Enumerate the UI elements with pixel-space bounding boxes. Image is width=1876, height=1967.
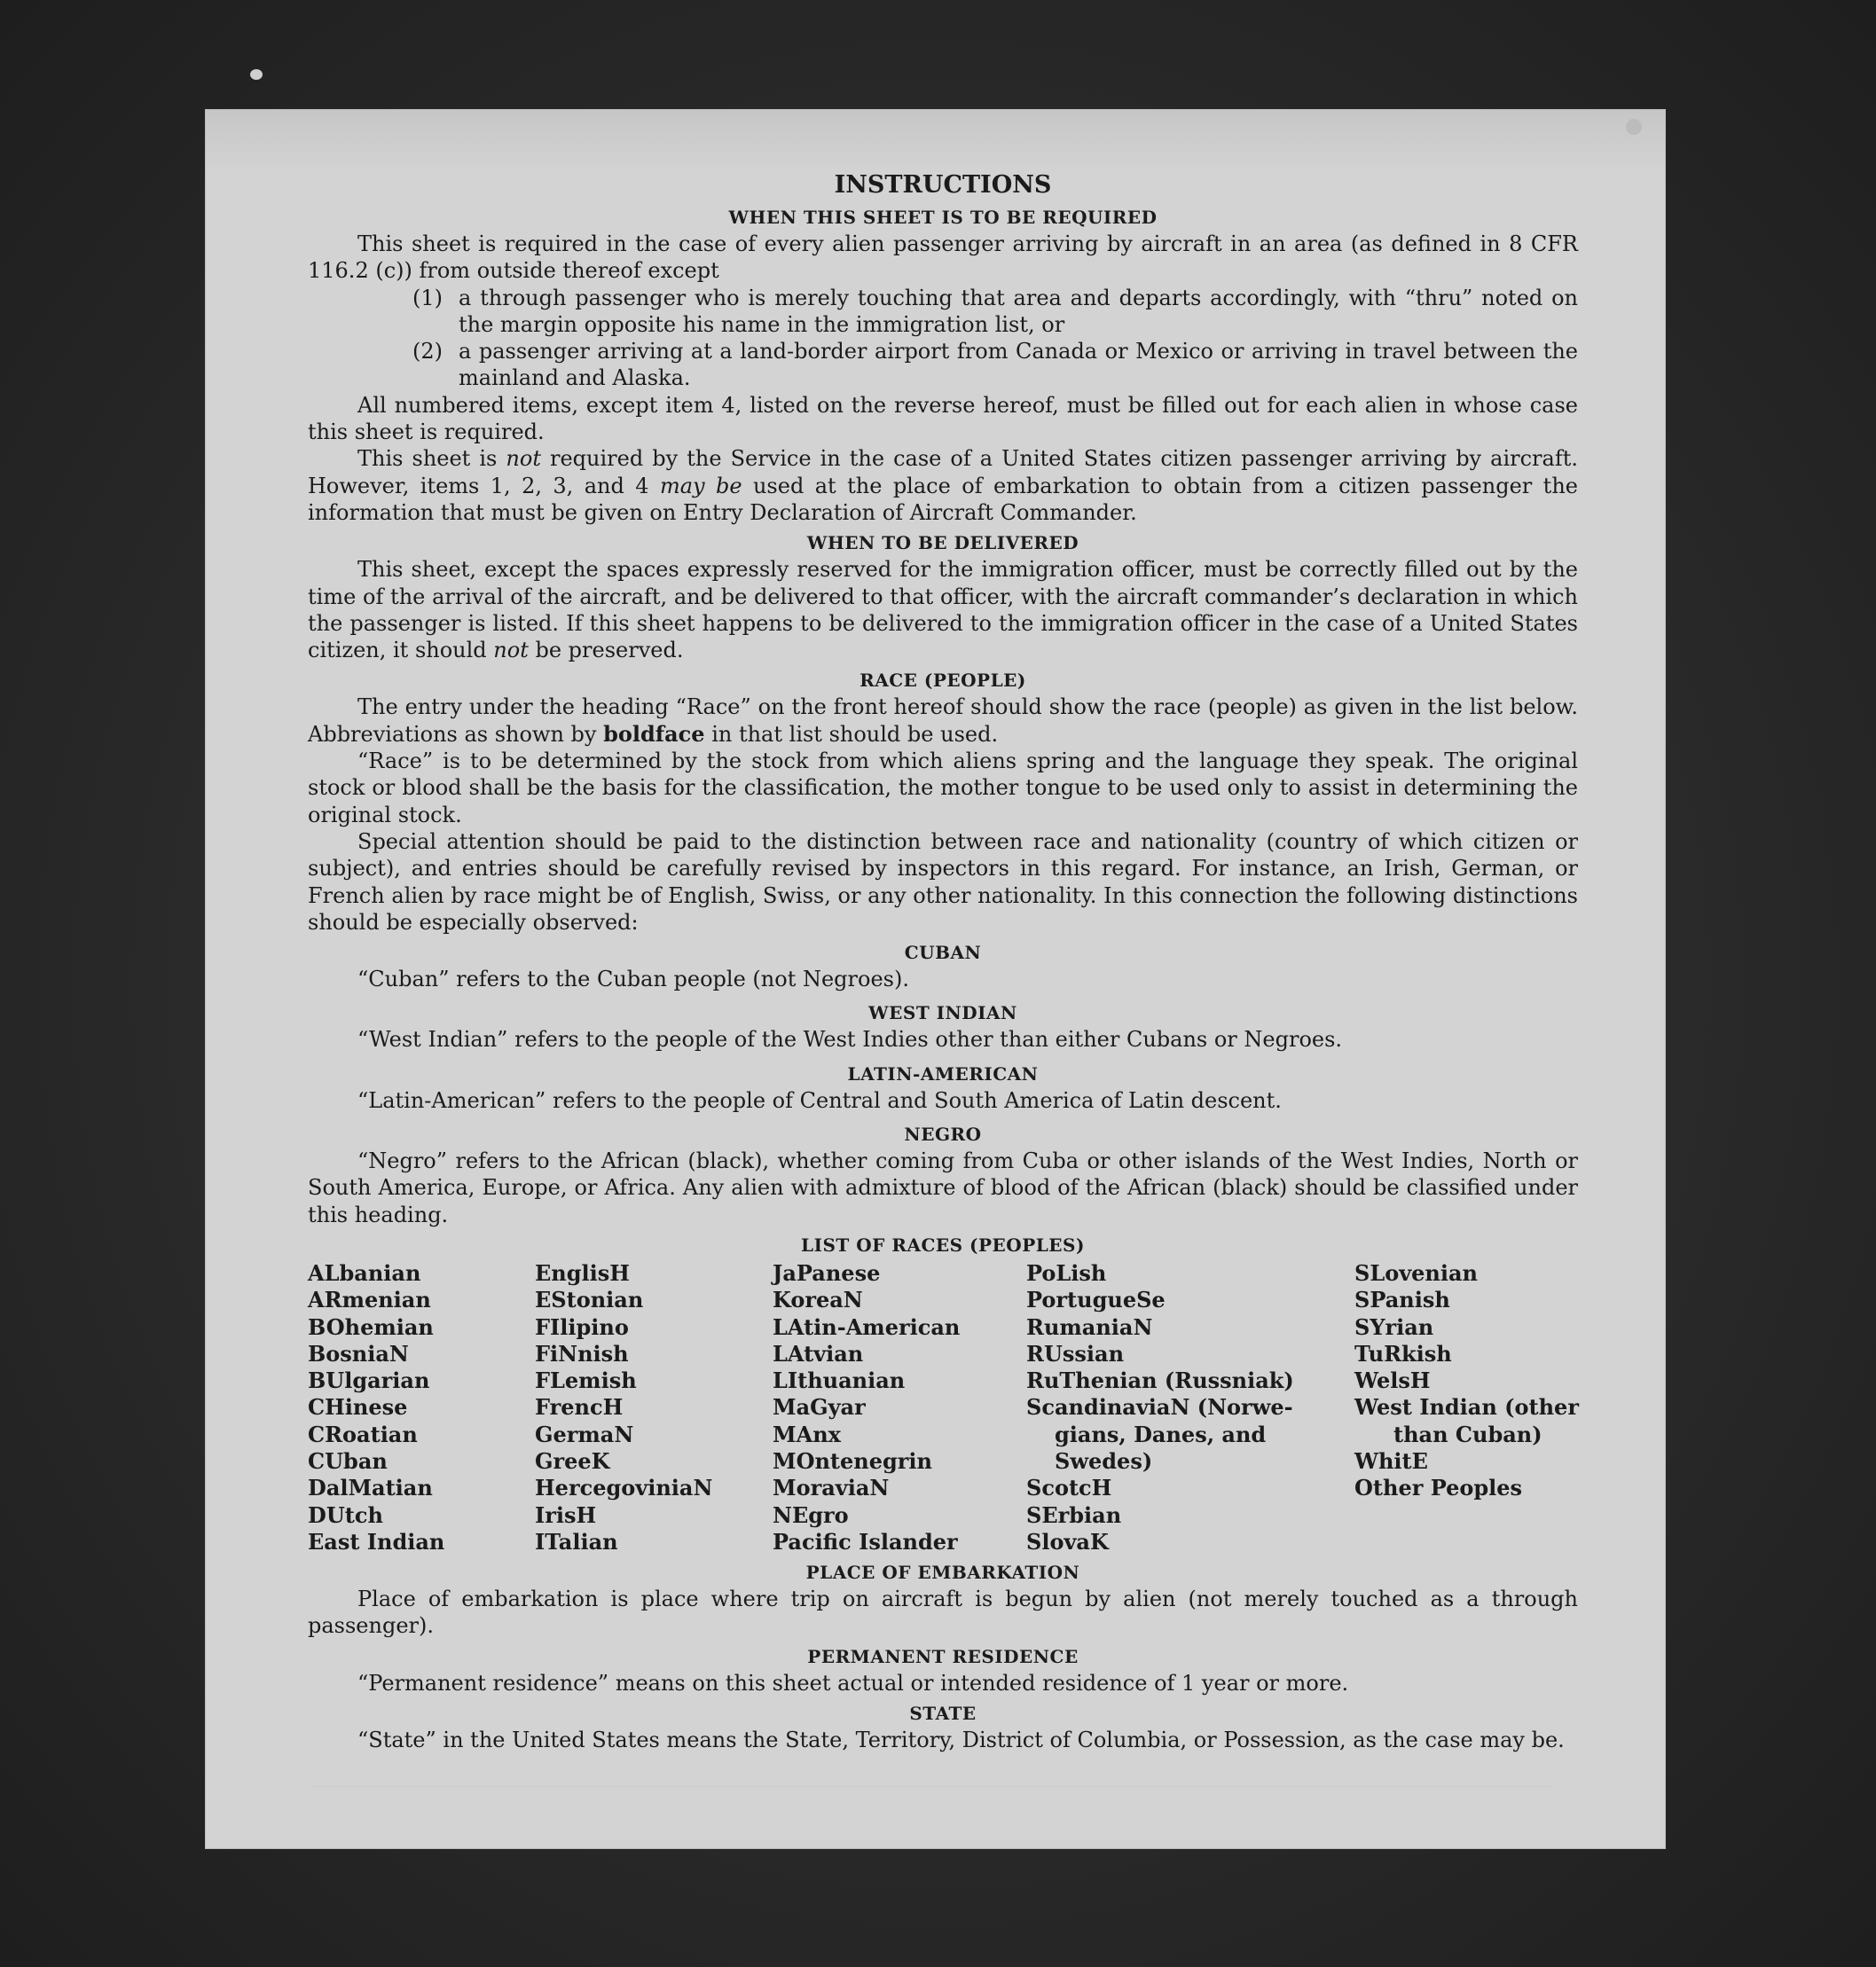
race-entry: JaPanese [773,1259,881,1286]
race-entry: MAnx [773,1421,841,1447]
heading-cuban: CUBAN [904,942,982,964]
race-entry: BOhemian [308,1313,434,1340]
race-entry: RUssian [1026,1340,1125,1367]
race-entry: CUban [308,1447,388,1474]
races-column-3 [773,1260,1026,1556]
latin-american-text: “Latin-American” refers to the people of Central and South America of Latin descent. [357,1087,1282,1113]
italic-run: not [506,446,541,472]
race-entry: MOntenegrin [773,1447,932,1474]
race-entry: LIthuanian [773,1367,906,1394]
races-table [308,1260,1578,1556]
exception-number: (1) [412,285,443,310]
race-entry-continuation: than Cuban) [1393,1421,1542,1447]
race-entry: SLovenian [1354,1259,1478,1286]
race-entry: RumaniaN [1026,1313,1153,1340]
cuban-text: “Cuban” refers to the Cuban people (not Negroes). [357,967,909,992]
race-paragraph-2: “Race” is to be determined by the stock from which aliens spring and the language they speak. The original stock or blood shall be the basis for the classification, the mother tongue to be used only to assist in determining the original stock. [308,748,1578,827]
race-entry: EStonian [535,1287,644,1313]
race-entry: BosniaN [308,1340,409,1367]
race-entry: ScandinaviaN (Norwe- [1026,1394,1293,1421]
races-column-1 [308,1260,535,1556]
race-entry: CRoatian [308,1421,418,1447]
race-entry: FLemish [535,1367,637,1394]
races-column-5 [1354,1260,1578,1556]
race-paragraph-1 [308,694,1578,748]
heading-list-of-races: LIST OF RACES (PEOPLES) [801,1234,1085,1256]
race-entry: TuRkish [1354,1340,1452,1367]
race-entry: WelsH [1354,1367,1431,1394]
text-run: be preserved. [528,638,684,663]
race-entry: ScotcH [1026,1475,1112,1501]
race-entry: DalMatian [308,1475,433,1501]
exception-text: a through passenger who is merely touching that area and departs accordingly, with “thru” noted on the margin opposite his name in the immigration list, or [459,285,1578,337]
faint-header-bleedthrough [206,110,1665,172]
required-paragraph-2: All numbered items, except item 4, listed on the reverse hereof, must be filled out for each alien in whose case this sheet is required. [308,392,1578,445]
race-entry: BUlgarian [308,1367,430,1394]
race-entry: GreeK [535,1447,610,1474]
races-column-2 [535,1260,773,1556]
race-entry: KoreaN [773,1287,863,1313]
race-entry: ALbanian [308,1259,421,1286]
race-entry: Pacific Islander [773,1528,958,1555]
heading-required: WHEN THIS SHEET IS TO BE REQUIRED [728,207,1158,228]
faint-footer-bleedthrough [312,1786,1554,1805]
exception-text: a passenger arriving at a land-border airport from Canada or Mexico or arriving in travel between the mainland and Alaska. [459,339,1578,391]
exception-item-1 [412,285,1578,339]
italic-run: not [493,638,529,663]
race-entry: MoraviaN [773,1475,890,1501]
race-entry: HercegoviniaN [535,1475,713,1501]
heading-permanent-residence: PERMANENT RESIDENCE [807,1645,1079,1667]
race-entry: LAtin-American [773,1313,961,1340]
heading-latin-american: LATIN-AMERICAN [847,1062,1039,1085]
race-entry: PortugueSe [1026,1287,1166,1313]
heading-race: RACE (PEOPLE) [860,670,1026,692]
race-entry: SYrian [1354,1313,1434,1340]
instructions-body [308,170,1578,1753]
heading-state: STATE [909,1703,977,1725]
race-entry: GermaN [535,1421,634,1447]
exception-number: (2) [412,339,443,364]
race-entry: SlovaK [1026,1528,1109,1555]
embarkation-text: Place of embarkation is place where trip on aircraft is begun by alien (not merely touched as a through passenger). [308,1587,1578,1639]
required-paragraph-3 [308,445,1578,526]
race-entry: NEgro [773,1501,849,1528]
text-run: used at the place of embarkation to obtain from a citizen passenger the information that must be given on Entry Declaration of Aircraft Commander. [308,473,1578,525]
race-entry: LAtvian [773,1340,864,1367]
race-entry: West Indian (other [1354,1394,1579,1421]
state-text: “State” in the United States means the State, Territory, District of Columbia, or Possession, as the case may be. [357,1728,1565,1753]
race-entry: SPanish [1354,1287,1450,1313]
italic-run: may be [659,473,742,498]
race-entry-continuation: Swedes) [1055,1447,1153,1474]
race-entry: RuThenian (Russniak) [1026,1367,1294,1394]
race-entry: PoLish [1026,1259,1107,1286]
text-run: required by the Service in the case of a United States citizen passenger arriving by aircraft. However, items 1, 2, 3, and 4 [308,446,1578,498]
race-entry: MaGyar [773,1394,866,1421]
race-entry: DUtch [308,1501,383,1528]
heading-negro: NEGRO [904,1124,982,1146]
delivered-paragraph [308,556,1578,663]
race-entry: FrencH [535,1394,624,1421]
punch-hole [1626,119,1642,135]
race-entry: East Indian [308,1528,445,1555]
page-title: INSTRUCTIONS [834,171,1052,199]
race-entry: SErbian [1026,1501,1122,1528]
race-paragraph-3: Special attention should be paid to the distinction between race and nationality (country of which citizen or subject), and entries should be carefully revised by inspectors in this regard. For instance, an Irish, German, or French alien by race might be of English, Swiss, or any other nationality. In this connection the following distinctions should be especially observed: [308,828,1578,935]
race-entry: FiNnish [535,1340,629,1367]
race-entry: IrisH [535,1501,597,1528]
race-entry: Other Peoples [1354,1475,1523,1501]
bold-run: boldface [603,720,705,747]
race-entry: FIlipino [535,1313,629,1340]
text-run: This sheet is [357,446,506,472]
text-run: This sheet, except the spaces expressly reserved for the immigration officer, must be correctly filled out by the time of the arrival of the aircraft, and be delivered to that officer, with the aircraft commander’s declaration in which the passenger is listed. If this sheet happens to be delivered to the immigration officer in the case of a United States citizen, it should [308,557,1578,663]
required-intro: This sheet is required in the case of every alien passenger arriving by aircraft in an area (as defined in 8 CFR 116.2 (c)) from outside thereof except [308,231,1578,284]
heading-embarkation: PLACE OF EMBARKATION [805,1562,1080,1584]
negro-text: “Negro” refers to the African (black), whether coming from Cuba or other islands of the West Indies, North or South America, Europe, or Africa. Any alien with admixture of blood of the African (black) should be classified under this heading. [308,1148,1578,1227]
text-run: in that list should be used. [704,721,999,747]
west-indian-text: “West Indian” refers to the people of the West Indies other than either Cubans or Negroes. [357,1027,1343,1053]
scan-mark [250,69,263,80]
race-entry-continuation: gians, Danes, and [1055,1421,1267,1447]
text-run: The entry under the heading “Race” on the front hereof should show the race (people) as given in the list below. Abbreviations as shown by [308,694,1578,747]
exception-item-2 [412,338,1578,392]
race-entry: ITalian [535,1528,618,1555]
race-entry: EnglisH [535,1259,630,1286]
permanent-residence-text: “Permanent residence” means on this sheet actual or intended residence of 1 year or more. [357,1670,1349,1696]
races-column-4 [1026,1260,1354,1556]
race-entry: CHinese [308,1394,408,1421]
heading-west-indian: WEST INDIAN [868,1002,1017,1024]
heading-delivered: WHEN TO BE DELIVERED [806,532,1079,554]
document-page [206,110,1665,1848]
race-entry: WhitE [1354,1447,1428,1474]
race-entry: ARmenian [308,1287,431,1313]
